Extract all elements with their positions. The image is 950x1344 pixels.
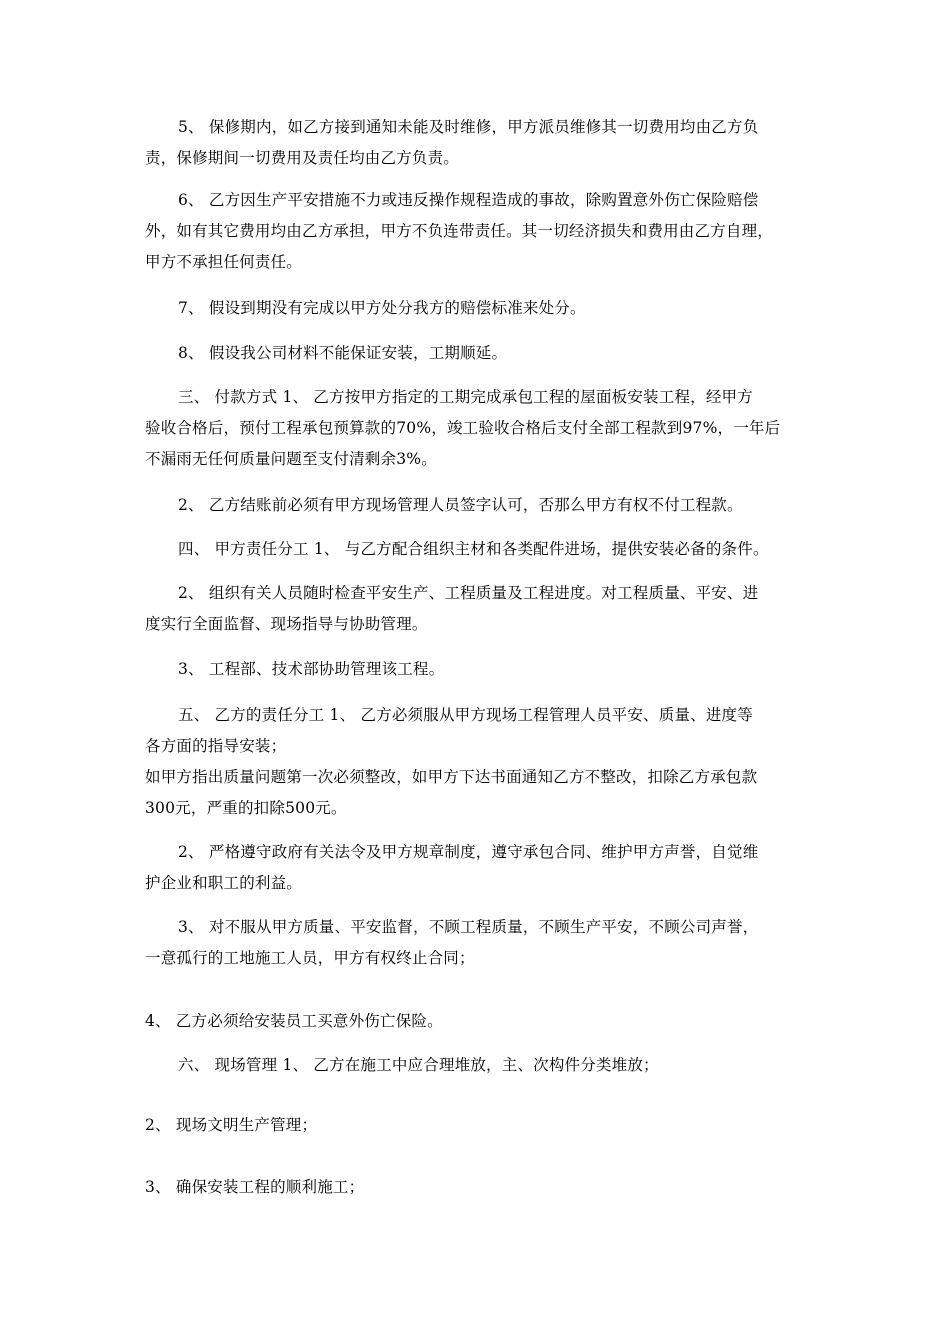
paragraph-party-a-2 [145,578,805,640]
text-line: 8、 假设我公司材料不能保证安装，工期顺延。 [178,344,508,362]
text-line: 4、 乙方必须给安装员工买意外伤亡保险。 [145,1012,443,1030]
text-line: 2、 现场文明生产管理； [145,1116,318,1134]
text-line: 2、 乙方结账前必须有甲方现场管理人员签字认可，否那么甲方有权不付工程款。 [178,496,743,514]
text-line: 如甲方指出质量问题第一次必须整改，如甲方下达书面通知乙方不整改，扣除乙方承包款 [145,768,758,786]
paragraph-5 [145,112,805,174]
text-line: 300元，严重的扣除500元。 [145,799,347,817]
text-line: 护企业和职工的利益。 [145,874,303,892]
text-line: 不漏雨无任何质量问题至支付清剩余3%。 [145,450,437,468]
text-line: 外，如有其它费用均由乙方承担，甲方不负连带责任。其一切经济损失和费用由乙方自理， [145,222,774,240]
text-line: 五、 乙方的责任分工 1、 乙方必须服从甲方现场工程管理人员平安、质量、进度等 [178,706,753,724]
text-line: 3、 对不服从甲方质量、平安监督，不顾工程质量，不顾生产平安，不顾公司声誉， [178,918,759,936]
text-line: 责，保修期间一切费用及责任均由乙方负责。 [145,149,460,167]
section-5-party-b [145,700,805,762]
text-line: 验收合格后，预付工程承包预算款的70%，竣工验收合格后支付全部工程款到97%，一年后 [145,419,781,437]
text-line: 2、 组织有关人员随时检查平安生产、工程质量及工程进度。对工程质量、平安、进 [178,584,759,602]
text-line: 度实行全面监督、现场指导与协助管理。 [145,615,428,633]
paragraph-party-b-2 [145,837,805,899]
text-line: 四、 甲方责任分工 1、 与乙方配合组织主材和各类配件进场，提供安装必备的条件。 [178,540,769,558]
section-3-payment [145,382,805,475]
paragraph-site-3 [145,1172,805,1203]
section-6-site-management [145,1050,805,1081]
text-line: 各方面的指导安装； [145,737,287,755]
text-line: 3、 工程部、技术部协助管理该工程。 [178,660,445,678]
paragraph-party-b-4 [145,1006,805,1037]
text-line: 3、 确保安装工程的顺利施工； [145,1178,365,1196]
paragraph-party-a-3 [145,654,805,685]
paragraph-7 [145,293,805,324]
paragraph-site-2 [145,1110,805,1141]
paragraph-party-b-3 [145,912,805,974]
text-line: 6、 乙方因生产平安措施不力或违反操作规程造成的事故，除购置意外伤亡保险赔偿 [178,191,759,209]
text-line: 2、 严格遵守政府有关法令及甲方规章制度，遵守承包合同、维护甲方声誉，自觉维 [178,843,759,861]
paragraph-8 [145,338,805,369]
paragraph-payment-2 [145,490,805,521]
text-line: 六、 现场管理 1、 乙方在施工中应合理堆放，主、次构件分类堆放； [178,1056,659,1074]
paragraph-quality-penalty [145,762,805,824]
text-line: 甲方不承担任何责任。 [145,253,303,271]
text-line: 7、 假设到期没有完成以甲方处分我方的赔偿标准来处分。 [178,299,586,317]
text-line: 三、 付款方式 1、 乙方按甲方指定的工期完成承包工程的屋面板安装工程，经甲方 [178,388,753,406]
text-line: 一意孤行的工地施工人员，甲方有权终止合同； [145,949,475,967]
text-line: 5、 保修期内，如乙方接到通知未能及时维修，甲方派员维修其一切费用均由乙方负 [178,118,759,136]
paragraph-6 [145,185,805,278]
section-4-party-a [145,534,805,565]
